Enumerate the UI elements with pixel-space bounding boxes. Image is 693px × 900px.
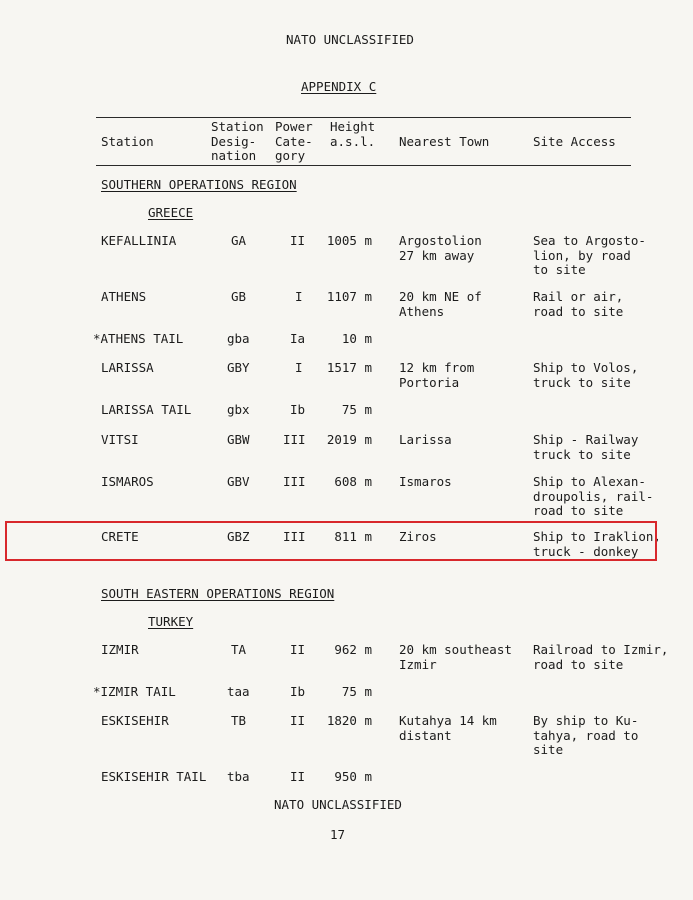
cell-station: ESKISEHIR TAIL <box>101 769 207 784</box>
col-header-designation: Station Desig- nation <box>211 119 264 163</box>
cell-station: CRETE <box>101 529 139 544</box>
cell-power: III <box>283 474 306 489</box>
col-header-town: Nearest Town <box>399 134 490 149</box>
classification-header: NATO UNCLASSIFIED <box>286 32 414 47</box>
country-heading-greece: GREECE <box>148 205 194 220</box>
cell-access: Ship to Alexan- droupolis, rail- road to site <box>533 474 654 518</box>
cell-station: VITSI <box>101 432 139 447</box>
col-header-access: Site Access <box>533 134 616 149</box>
col-header-power: Power Cate- gory <box>275 119 313 163</box>
cell-power: III <box>283 432 306 447</box>
cell-town: Kutahya 14 km distant <box>399 713 497 743</box>
cell-station: LARISSA TAIL <box>101 402 192 417</box>
cell-designation: TA <box>231 642 247 657</box>
cell-designation: taa <box>227 684 250 699</box>
cell-access: Ship to Iraklion, truck - donkey <box>533 529 661 559</box>
col-header-height: Height a.s.l. <box>330 119 376 149</box>
cell-power: II <box>290 769 306 784</box>
cell-station: LARISSA <box>101 360 154 375</box>
cell-designation: GA <box>231 233 247 248</box>
cell-power: III <box>283 529 306 544</box>
region-heading-southern: SOUTHERN OPERATIONS REGION <box>101 177 297 192</box>
cell-town: 20 km southeast Izmir <box>399 642 512 672</box>
cell-access: Ship - Railway truck to site <box>533 432 639 462</box>
cell-height: 1517 m <box>326 360 372 375</box>
cell-station: ATHENS <box>101 289 147 304</box>
cell-height: 2019 m <box>326 432 372 447</box>
cell-town: 12 km from Portoria <box>399 360 475 390</box>
cell-station: *ATHENS TAIL <box>93 331 184 346</box>
cell-power: I <box>295 360 303 375</box>
cell-access: Railroad to Izmir, road to site <box>533 642 669 672</box>
page-number: 17 <box>330 827 346 842</box>
cell-power: Ib <box>290 684 306 699</box>
cell-power: II <box>290 713 306 728</box>
cell-power: Ia <box>290 331 306 346</box>
cell-height: 962 m <box>334 642 372 657</box>
header-top-rule <box>96 117 631 118</box>
cell-station: IZMIR <box>101 642 139 657</box>
cell-height: 811 m <box>334 529 372 544</box>
cell-power: I <box>295 289 303 304</box>
cell-height: 1005 m <box>326 233 372 248</box>
col-header-station: Station <box>101 134 154 149</box>
cell-height: 1820 m <box>326 713 372 728</box>
cell-designation: gba <box>227 331 250 346</box>
cell-height: 75 m <box>341 684 372 699</box>
cell-station: *IZMIR TAIL <box>93 684 176 699</box>
cell-station: KEFALLINIA <box>101 233 177 248</box>
cell-designation: GBY <box>227 360 250 375</box>
cell-power: II <box>290 642 306 657</box>
cell-power: Ib <box>290 402 306 417</box>
cell-height: 10 m <box>341 331 372 346</box>
cell-access: Ship to Volos, truck to site <box>533 360 639 390</box>
cell-station: ESKISEHIR <box>101 713 169 728</box>
cell-designation: GBV <box>227 474 250 489</box>
cell-designation: GBW <box>227 432 250 447</box>
cell-designation: GB <box>231 289 247 304</box>
cell-access: Sea to Argosto- lion, by road to site <box>533 233 646 277</box>
highlight-box <box>5 521 657 561</box>
cell-height: 75 m <box>341 402 372 417</box>
cell-station: ISMAROS <box>101 474 154 489</box>
cell-town: Larissa <box>399 432 452 447</box>
cell-town: 20 km NE of Athens <box>399 289 482 319</box>
classification-footer: NATO UNCLASSIFIED <box>274 797 402 812</box>
cell-designation: tba <box>227 769 250 784</box>
cell-height: 1107 m <box>326 289 372 304</box>
region-heading-south-eastern: SOUTH EASTERN OPERATIONS REGION <box>101 586 335 601</box>
cell-town: Argostolion 27 km away <box>399 233 482 263</box>
cell-designation: GBZ <box>227 529 250 544</box>
cell-town: Ziros <box>399 529 437 544</box>
appendix-title: APPENDIX C <box>301 79 377 94</box>
cell-power: II <box>290 233 306 248</box>
cell-designation: TB <box>231 713 247 728</box>
cell-height: 950 m <box>334 769 372 784</box>
header-bottom-rule <box>96 165 631 166</box>
cell-access: Rail or air, road to site <box>533 289 624 319</box>
cell-height: 608 m <box>334 474 372 489</box>
cell-designation: gbx <box>227 402 250 417</box>
cell-town: Ismaros <box>399 474 452 489</box>
country-heading-turkey: TURKEY <box>148 614 194 629</box>
cell-access: By ship to Ku- tahya, road to site <box>533 713 639 757</box>
